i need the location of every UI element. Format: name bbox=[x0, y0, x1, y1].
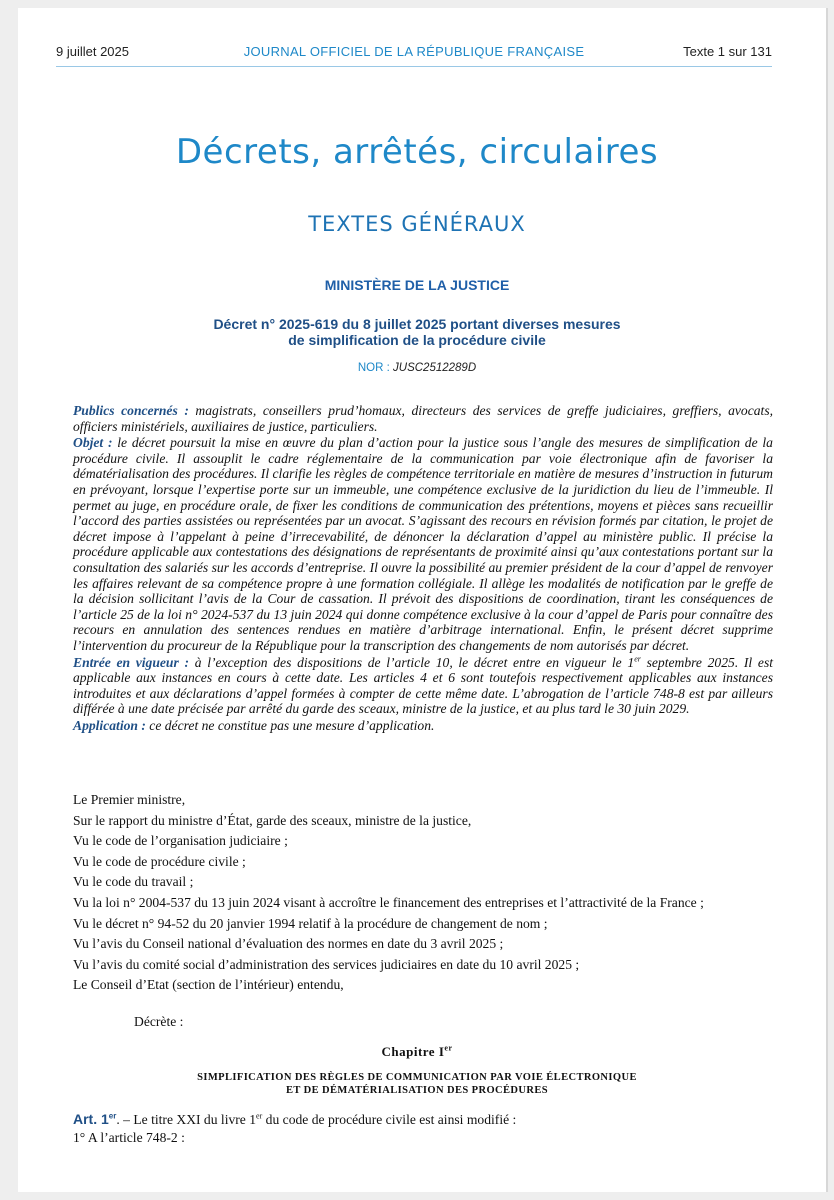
article-1-intro bbox=[73, 1110, 773, 1129]
article-text-a: . – Le titre XXI du livre 1 bbox=[116, 1112, 257, 1127]
visa-line: Vu le code du travail ; bbox=[73, 874, 194, 890]
article-num-text: Art. 1 bbox=[73, 1111, 109, 1127]
visa-line: Sur le rapport du ministre d’État, garde des sceaux, ministre de la justice, bbox=[73, 812, 472, 828]
visa-line: Le Premier ministre, bbox=[73, 792, 186, 807]
publics-label: Publics concernés : bbox=[73, 403, 189, 418]
visas-block bbox=[73, 792, 773, 998]
entree-text-b: septembre 2025. Il est applicable aux instances en cours à cette date. Les articles 4 et 6 sont toutefois respectivement applicables aux instances introduites et aux déclarations d’appel formées à compter de cette même date. L’abrogation de l’article 748-8 est par ailleurs différée à une date précisée par arrêté du garde des sceaux, ministre de la justice, et au plus tard le 30 juin 2029. bbox=[73, 654, 774, 717]
visa-line: Le Conseil d’Etat (section de l’intérieur) entendu, bbox=[73, 977, 344, 993]
objet-text: le décret poursuit la mise en œuvre du plan d’action pour la justice sous l’angle des mesures de simplification de la procédure civile. Il assouplit le cadre réglementaire de la communication par voie électronique afin de favoriser la dématérialisation des procédures. Il clarifie les règles de compétence territoriale en matière de mesures d’instruction in futurum en prévoyant, lorsque l’expertise porte sur un immeuble, une compétence exclusive de la juridiction du lieu de l’immeuble. Il permet au juge, en procédure orale, de fixer les conditions de communication des prétentions, moyens et pièces sans recueillir l’accord des parties assistées ou représentées par un avocat. S’agissant des recours en révision formés par citation, le projet de décret impose à l’appelant à peine d’irrecevabilité, de dénoncer la déclaration d’appel au ministère public. Il précise la procédure applicable aux contestations des désignations de représentants de proximité ainsi qu’aux contestations portant sur la consultation des salariés sur les accords d’entreprise. Il ouvre la possibilité au premier président de la cour d’appel de renvoyer les affaires relevant de sa compétence propre à une formation collégiale. Il allège les modalités de notification par le greffe de la décision sollicitant l’avis de la Cour de cassation. Il prévoit des dispositions de coordination, tirant les conséquences de l’article 25 de la loi n° 2024-537 du 13 juin 2024 qui donne compétence exclusive à la cour d’appel de Paris pour connaître des recours en annulation des sentences rendues en matière d’arbitrage international. Enfin, le présent décret supprime l’intervention du procureur de la République pour la transcription des changements de nom autorisés par décret. bbox=[73, 435, 773, 653]
visa-line: Vu le code de procédure civile ; bbox=[73, 853, 246, 869]
summary-publics bbox=[73, 403, 773, 434]
entree-text-a: à l’exception des dispositions de l’article 10, le décret entre en vigueur le 1 bbox=[189, 654, 635, 670]
summary-entree bbox=[73, 655, 773, 717]
header-text-count: Texte 1 sur 131 bbox=[683, 44, 772, 59]
decree-summary bbox=[73, 403, 773, 733]
article-text-sup: er bbox=[256, 1111, 263, 1121]
application-label: Application : bbox=[73, 717, 146, 733]
decree-title bbox=[0, 316, 834, 348]
article-1-item-1: 1° A l’article 748-2 : bbox=[73, 1130, 185, 1145]
summary-objet bbox=[73, 435, 773, 653]
chapter-label-sup: er bbox=[444, 1043, 453, 1053]
entree-sup: er bbox=[634, 653, 641, 663]
summary-application bbox=[73, 718, 773, 734]
page-header bbox=[56, 44, 772, 62]
visa-line: Vu l’avis du Conseil national d’évaluation des normes en date du 3 avril 2025 ; bbox=[73, 936, 504, 952]
entree-label: Entrée en vigueur : bbox=[73, 654, 190, 670]
ministry-name: MINISTÈRE DE LA JUSTICE bbox=[324, 277, 510, 293]
decree-title-line-2: de simplification de la procédure civile bbox=[288, 332, 546, 348]
visa-line: Vu le code de l’organisation judiciaire ; bbox=[73, 833, 288, 849]
subsection-title: TEXTES GÉNÉRAUX bbox=[308, 212, 526, 236]
publics-text: magistrats, conseillers prud’homaux, directeurs des services de greffe judiciaires, greffiers, avocats, officiers ministériels, auxiliaires de justice, particuliers. bbox=[73, 403, 774, 434]
article-num-sup: er bbox=[108, 1111, 117, 1121]
chapter-label: Chapitre I bbox=[381, 1044, 445, 1059]
header-date: 9 juillet 2025 bbox=[56, 44, 129, 59]
decree-title-line-1: Décret n° 2025-619 du 8 juillet 2025 portant diverses mesures bbox=[213, 316, 621, 332]
article-text-b: du code de procédure civile est ainsi modifié : bbox=[262, 1112, 517, 1127]
visa-line: Vu l’avis du comité social d’administration des services judiciaires en date du 10 avril 2025 ; bbox=[73, 956, 580, 972]
visa-line: Vu la loi n° 2004-537 du 13 juin 2024 visant à accroître le financement des entreprises et l’attractivité de la France ; bbox=[73, 894, 704, 910]
application-text: ce décret ne constitue pas une mesure d’application. bbox=[145, 717, 435, 733]
chapter-title-line-1: SIMPLIFICATION DES RÈGLES DE COMMUNICATION PAR VOIE ÉLECTRONIQUE bbox=[197, 1072, 637, 1083]
decrete-heading: Décrète : bbox=[134, 1014, 184, 1029]
article-1 bbox=[73, 1110, 773, 1147]
objet-label: Objet : bbox=[73, 435, 113, 451]
nor-reference bbox=[0, 362, 834, 374]
chapter-title bbox=[0, 1071, 834, 1097]
nor-label: NOR : bbox=[357, 362, 394, 374]
chapter-title-line-2: ET DE DÉMATÉRIALISATION DES PROCÉDURES bbox=[285, 1085, 548, 1096]
section-title: Décrets, arrêtés, circulaires bbox=[175, 132, 659, 172]
header-journal-title: JOURNAL OFFICIEL DE LA RÉPUBLIQUE FRANÇAISE bbox=[243, 44, 585, 59]
chapter-heading bbox=[0, 1044, 834, 1060]
article-number bbox=[73, 1111, 116, 1127]
visa-line: Vu le décret n° 94-52 du 20 janvier 1994 relatif à la procédure de changement de nom ; bbox=[73, 915, 548, 931]
header-divider bbox=[56, 66, 772, 67]
nor-code: JUSC2512289D bbox=[393, 362, 477, 374]
